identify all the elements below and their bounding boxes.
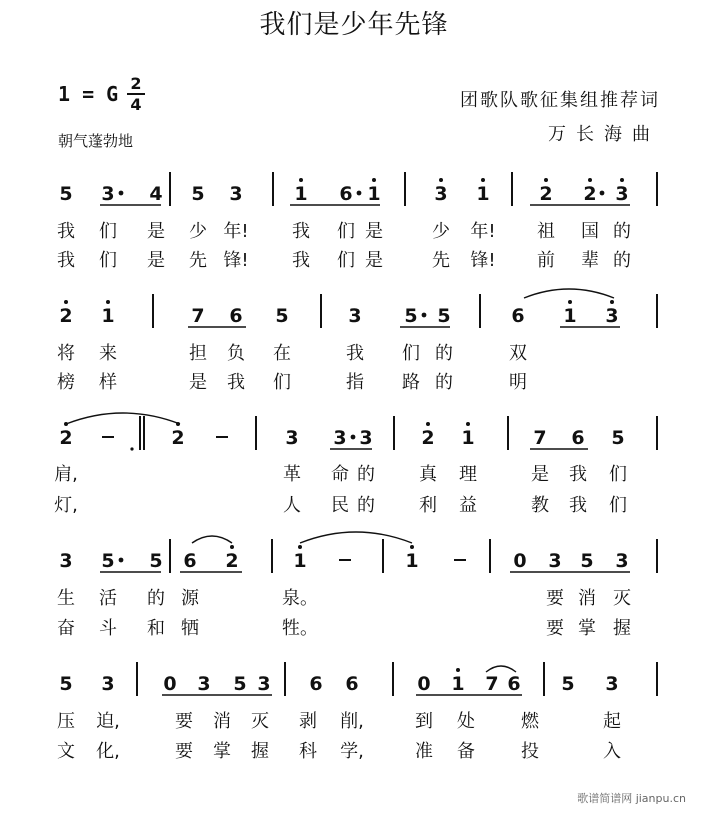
- slur-arc: [192, 536, 232, 543]
- lyric-syllable: 要: [175, 711, 193, 732]
- augmentation-dot: [422, 313, 427, 318]
- lyric-syllable: 燃: [521, 711, 539, 732]
- note-2: 2: [59, 305, 73, 327]
- octave-dot-high: [426, 422, 430, 426]
- lyric-syllable: 真: [419, 464, 437, 485]
- octave-dot-high: [298, 545, 302, 549]
- note-2: 2: [539, 183, 553, 205]
- lyric-syllable: 处: [457, 711, 475, 732]
- tempo-marking: 朝气蓬勃地: [58, 132, 134, 150]
- lyricist-credit: 团歌队歌征集组推荐词: [460, 90, 660, 111]
- lyric-syllable: 是: [365, 250, 383, 271]
- note-6: 6: [571, 427, 585, 449]
- lyric-syllable: 前: [537, 250, 555, 271]
- note-3: 3: [197, 673, 211, 695]
- augmentation-dot: [600, 191, 605, 196]
- lyric-syllable: 的: [357, 464, 375, 485]
- time-signature-top: 2: [130, 74, 142, 93]
- lyric-syllable: 我: [57, 221, 75, 242]
- note-3: 3: [257, 673, 271, 695]
- lyric-syllable: 学,: [340, 741, 364, 762]
- note-3: 3: [333, 427, 347, 449]
- lyric-syllable: 我: [57, 250, 75, 271]
- lyric-syllable: 教: [531, 495, 549, 516]
- note-1: 1: [294, 183, 308, 205]
- note-3: 3: [605, 305, 619, 327]
- note-5: 5: [59, 673, 73, 695]
- note-6: 6: [339, 183, 353, 205]
- lyric-syllable: 先: [189, 250, 207, 271]
- lyric-syllable: 是: [147, 250, 165, 271]
- lyric-syllable: 掌: [213, 741, 231, 762]
- lyric-syllable: 们: [273, 372, 291, 393]
- note-1: 1: [101, 305, 115, 327]
- lyric-syllable: 和: [147, 618, 165, 639]
- lyric-syllable: 锋!: [470, 250, 496, 271]
- note-5: 5: [611, 427, 625, 449]
- lyric-syllable: 在: [273, 343, 291, 364]
- note-1: 1: [451, 673, 465, 695]
- lyric-syllable: 入: [603, 741, 621, 762]
- octave-dot-high: [620, 178, 624, 182]
- note-5: 5: [561, 673, 575, 695]
- note-3: 3: [101, 183, 115, 205]
- lyric-syllable: 命: [331, 464, 349, 485]
- lyric-syllable: 指: [346, 372, 364, 393]
- staccato-dot: [130, 447, 133, 450]
- lyric-syllable: 少: [189, 221, 207, 242]
- slur-arc: [486, 666, 516, 672]
- note-5: 5: [149, 550, 163, 572]
- lyric-syllable: 的: [613, 250, 631, 271]
- octave-dot-high: [610, 300, 614, 304]
- lyric-syllable: 源: [181, 588, 199, 609]
- octave-dot-high: [439, 178, 443, 182]
- note-1: 1: [293, 550, 307, 572]
- lyric-syllable: 灭: [251, 711, 269, 732]
- octave-dot-high: [568, 300, 572, 304]
- lyric-syllable: 民: [331, 495, 349, 516]
- lyric-syllable: 起: [603, 711, 621, 732]
- lyric-syllable: 辈: [581, 250, 599, 271]
- lyric-syllable: 生: [57, 588, 75, 609]
- lyric-syllable: 将: [57, 343, 75, 364]
- lyric-syllable: 是: [147, 221, 165, 242]
- lyric-syllable: 灯,: [54, 495, 78, 516]
- lyric-syllable: 我: [292, 250, 310, 271]
- octave-dot-high: [410, 545, 414, 549]
- lyric-syllable: 削,: [340, 711, 364, 732]
- lyric-syllable: 少: [432, 221, 450, 242]
- note-7: 7: [533, 427, 547, 449]
- note-6: 6: [507, 673, 521, 695]
- lyric-syllable: 牲。: [282, 618, 318, 639]
- lyric-syllable: 们: [337, 221, 355, 242]
- lyric-syllable: 文: [57, 741, 75, 762]
- note-2: 2: [583, 183, 597, 205]
- note-0: 0: [417, 673, 431, 695]
- lyric-syllable: 革: [283, 464, 301, 485]
- lyric-syllable: 们: [402, 343, 420, 364]
- slur-arc: [66, 413, 180, 424]
- lyric-syllable: 先: [432, 250, 450, 271]
- note-3: 3: [229, 183, 243, 205]
- lyric-syllable: 压: [57, 711, 75, 732]
- note-7: 7: [485, 673, 499, 695]
- lyric-syllable: 明: [509, 372, 527, 393]
- note-1: 1: [476, 183, 490, 205]
- octave-dot-high: [64, 300, 68, 304]
- note-1: 1: [405, 550, 419, 572]
- octave-dot-high: [106, 300, 110, 304]
- lyric-syllable: 国: [581, 221, 599, 242]
- time-signature-bottom: 4: [130, 95, 142, 114]
- lyric-syllable: 化,: [96, 741, 120, 762]
- octave-dot-high: [299, 178, 303, 182]
- lyric-syllable: 要: [546, 588, 564, 609]
- lyric-syllable: 双: [509, 343, 527, 364]
- lyric-syllable: 剥: [299, 711, 317, 732]
- lyric-syllable: 是: [531, 464, 549, 485]
- lyric-syllable: 的: [613, 221, 631, 242]
- lyric-syllable: 是: [365, 221, 383, 242]
- lyric-syllable: 们: [99, 250, 117, 271]
- lyric-syllable: 握: [251, 741, 269, 762]
- lyric-syllable: 到: [415, 711, 433, 732]
- lyric-syllable: 握: [613, 618, 631, 639]
- song-title: 我们是少年先锋: [259, 10, 449, 40]
- lyric-syllable: 样: [99, 372, 117, 393]
- lyric-syllable: 锋!: [223, 250, 249, 271]
- lyric-syllable: 的: [357, 495, 375, 516]
- note-5: 5: [191, 183, 205, 205]
- watermark: 歌谱简谱网 jianpu.cn: [577, 792, 686, 805]
- augmentation-dot: [119, 558, 124, 563]
- octave-dot-high: [372, 178, 376, 182]
- lyric-syllable: 担: [189, 343, 207, 364]
- lyric-syllable: 活: [99, 588, 117, 609]
- lyric-syllable: 们: [609, 464, 627, 485]
- composer-credit: 万长海曲: [548, 124, 660, 145]
- note-1: 1: [563, 305, 577, 327]
- note-0: 0: [163, 673, 177, 695]
- note-7: 7: [191, 305, 205, 327]
- lyric-syllable: 肩,: [54, 464, 78, 485]
- note-3: 3: [359, 427, 373, 449]
- note-0: 0: [513, 550, 527, 572]
- lyric-syllable: 斗: [99, 618, 117, 639]
- note-5: 5: [404, 305, 418, 327]
- augmentation-dot: [351, 435, 356, 440]
- lyric-syllable: 理: [459, 464, 477, 485]
- lyric-syllable: 要: [546, 618, 564, 639]
- note-3: 3: [348, 305, 362, 327]
- note-5: 5: [437, 305, 451, 327]
- lyric-syllable: 的: [435, 372, 453, 393]
- lyric-syllable: 年!: [223, 221, 249, 242]
- lyric-syllable: 祖: [537, 221, 555, 242]
- note-6: 6: [309, 673, 323, 695]
- note-5: 5: [233, 673, 247, 695]
- augmentation-dot: [119, 191, 124, 196]
- note-6: 6: [511, 305, 525, 327]
- lyric-syllable: 泉。: [282, 588, 318, 609]
- note-2: 2: [171, 427, 185, 449]
- note-3: 3: [615, 550, 629, 572]
- lyric-syllable: 路: [402, 372, 420, 393]
- note-3: 3: [434, 183, 448, 205]
- lyric-syllable: 来: [99, 343, 117, 364]
- note-1: 1: [461, 427, 475, 449]
- octave-dot-high: [544, 178, 548, 182]
- lyric-syllable: 科: [299, 741, 317, 762]
- lyric-syllable: 牺: [181, 618, 199, 639]
- note-2: 2: [59, 427, 73, 449]
- lyric-syllable: 备: [457, 741, 475, 762]
- note-2: 2: [421, 427, 435, 449]
- note-6: 6: [229, 305, 243, 327]
- lyric-syllable: 们: [609, 495, 627, 516]
- note-3: 3: [605, 673, 619, 695]
- note-6: 6: [345, 673, 359, 695]
- lyric-syllable: 我: [292, 221, 310, 242]
- lyric-syllable: 利: [419, 495, 437, 516]
- octave-dot-high: [481, 178, 485, 182]
- note-5: 5: [59, 183, 73, 205]
- lyric-syllable: 准: [415, 741, 433, 762]
- note-5: 5: [101, 550, 115, 572]
- note-4: 4: [149, 183, 163, 205]
- lyric-syllable: 我: [227, 372, 245, 393]
- lyric-syllable: 消: [213, 711, 231, 732]
- note-6: 6: [183, 550, 197, 572]
- slur-arc: [300, 532, 412, 543]
- lyric-syllable: 消: [578, 588, 596, 609]
- note-5: 5: [580, 550, 594, 572]
- lyric-syllable: 是: [189, 372, 207, 393]
- lyric-syllable: 迫,: [96, 711, 120, 732]
- note-3: 3: [615, 183, 629, 205]
- note-2: 2: [225, 550, 239, 572]
- note-1: 1: [367, 183, 381, 205]
- augmentation-dot: [357, 191, 362, 196]
- lyric-syllable: 奋: [57, 618, 75, 639]
- note-3: 3: [59, 550, 73, 572]
- slur-arc: [524, 289, 614, 298]
- lyric-syllable: 益: [459, 495, 477, 516]
- octave-dot-high: [230, 545, 234, 549]
- octave-dot-high: [466, 422, 470, 426]
- lyric-syllable: 投: [521, 741, 539, 762]
- lyric-syllable: 要: [175, 741, 193, 762]
- lyric-syllable: 们: [99, 221, 117, 242]
- note-3: 3: [548, 550, 562, 572]
- lyric-syllable: 人: [283, 495, 301, 516]
- note-3: 3: [101, 673, 115, 695]
- note-5: 5: [275, 305, 289, 327]
- octave-dot-high: [456, 668, 460, 672]
- lyric-syllable: 灭: [613, 588, 631, 609]
- lyric-syllable: 我: [569, 464, 587, 485]
- lyric-syllable: 年!: [470, 221, 496, 242]
- octave-dot-high: [588, 178, 592, 182]
- lyric-syllable: 的: [147, 588, 165, 609]
- lyric-syllable: 们: [337, 250, 355, 271]
- lyric-syllable: 负: [227, 343, 245, 364]
- lyric-syllable: 榜: [57, 372, 75, 393]
- lyric-syllable: 掌: [578, 618, 596, 639]
- lyric-syllable: 我: [569, 495, 587, 516]
- key-signature: 1 = G: [58, 82, 119, 106]
- note-3: 3: [285, 427, 299, 449]
- lyric-syllable: 的: [435, 343, 453, 364]
- lyric-syllable: 我: [346, 343, 364, 364]
